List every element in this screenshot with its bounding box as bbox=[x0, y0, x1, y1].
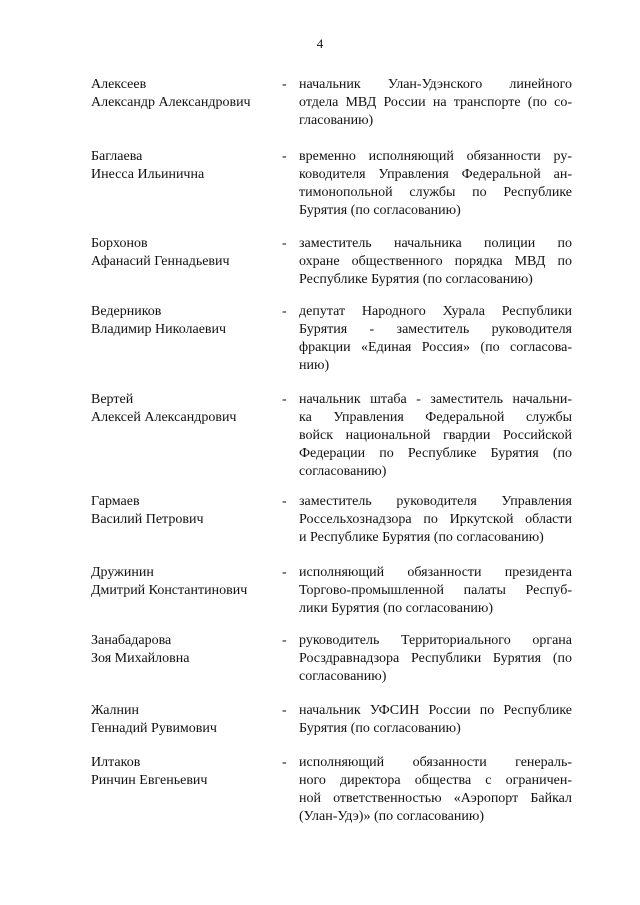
member-name bbox=[91, 564, 276, 600]
member-given-names: Инесса Ильинична bbox=[91, 167, 205, 182]
role-line: согласованию) bbox=[299, 669, 387, 684]
member-given-names: Владимир Николаевич bbox=[91, 322, 227, 337]
member-given-names: Василий Петрович bbox=[91, 512, 204, 527]
role-line: руководитель Территориального органа bbox=[299, 633, 572, 648]
role-line: Торгово-промышленной палаты Респуб- bbox=[299, 583, 572, 598]
member-given-names: Зоя Михайловна bbox=[91, 651, 190, 666]
page-number: 4 bbox=[316, 36, 324, 51]
role-line: войск национальной гвардии Российской bbox=[299, 428, 572, 443]
member-name bbox=[91, 148, 276, 184]
member-given-names: Геннадий Рувимович bbox=[91, 721, 217, 736]
member-given-names: Ринчин Евгеньевич bbox=[91, 773, 208, 788]
role-line: и Республике Бурятия (по согласованию) bbox=[299, 530, 544, 545]
member-surname: Ведерников bbox=[91, 304, 162, 319]
role-line: начальник УФСИН России по Республике bbox=[299, 703, 572, 718]
role-line: исполняющий обязанности генераль- bbox=[299, 755, 572, 770]
separator-dash: - bbox=[282, 304, 287, 319]
separator-dash: - bbox=[282, 565, 287, 580]
member-role bbox=[299, 493, 572, 547]
member-surname: Илтаков bbox=[91, 755, 141, 770]
member-name bbox=[91, 303, 276, 339]
role-line: начальник Улан-Удэнского линейного bbox=[299, 77, 572, 92]
separator-dash: - bbox=[282, 392, 287, 407]
member-name bbox=[91, 493, 276, 529]
role-line: (Улан-Удэ)» (по согласованию) bbox=[299, 809, 485, 824]
member-role bbox=[299, 303, 572, 375]
role-line: ного директора общества с ограничен- bbox=[299, 773, 572, 788]
member-role bbox=[299, 564, 572, 618]
role-line: начальник штаба - заместитель начальни- bbox=[299, 392, 572, 407]
role-line: ководителя Управления Федеральной ан- bbox=[299, 167, 572, 182]
role-line: Республике Бурятия (по согласованию) bbox=[299, 272, 533, 287]
separator-dash: - bbox=[282, 494, 287, 509]
member-surname: Баглаева bbox=[91, 149, 143, 164]
member-surname: Алексеев bbox=[91, 77, 147, 92]
member-surname: Гармаев bbox=[91, 494, 140, 509]
member-name bbox=[91, 702, 276, 738]
role-line: ной ответственностью «Аэропорт Байкал bbox=[299, 791, 572, 806]
role-line: исполняющий обязанности президента bbox=[299, 565, 572, 580]
separator-dash: - bbox=[282, 633, 287, 648]
member-name bbox=[91, 754, 276, 790]
member-name bbox=[91, 235, 276, 271]
member-surname: Занабадарова bbox=[91, 633, 172, 648]
role-line: нию) bbox=[299, 358, 330, 373]
separator-dash: - bbox=[282, 236, 287, 251]
member-surname: Вертей bbox=[91, 392, 134, 407]
member-surname: Дружинин bbox=[91, 565, 154, 580]
role-line: Росздравнадзора Республики Бурятия (по bbox=[299, 651, 572, 666]
separator-dash: - bbox=[282, 755, 287, 770]
separator-dash: - bbox=[282, 703, 287, 718]
role-line: заместитель руководителя Управления bbox=[299, 494, 572, 509]
member-role bbox=[299, 391, 572, 481]
member-role bbox=[299, 148, 572, 220]
role-line: временно исполняющий обязанности ру- bbox=[299, 149, 572, 164]
role-line: гласованию) bbox=[299, 113, 374, 128]
role-line: Россельхознадзора по Иркутской области bbox=[299, 512, 572, 527]
member-role bbox=[299, 754, 572, 826]
member-role bbox=[299, 76, 572, 130]
member-role bbox=[299, 632, 572, 686]
member-given-names: Александр Александрович bbox=[91, 95, 251, 110]
role-line: Бурятия - заместитель руководителя bbox=[299, 322, 572, 337]
role-line: Бурятия (по согласованию) bbox=[299, 203, 461, 218]
role-line: Бурятия (по согласованию) bbox=[299, 721, 461, 736]
role-line: тимонопольной службы по Республике bbox=[299, 185, 572, 200]
member-name bbox=[91, 391, 276, 427]
member-surname: Жалнин bbox=[91, 703, 139, 718]
role-line: согласованию) bbox=[299, 464, 387, 479]
role-line: охране общественного порядка МВД по bbox=[299, 254, 572, 269]
role-line: лики Бурятия (по согласованию) bbox=[299, 601, 494, 616]
separator-dash: - bbox=[282, 77, 287, 92]
member-role bbox=[299, 702, 572, 738]
separator-dash: - bbox=[282, 149, 287, 164]
role-line: заместитель начальника полиции по bbox=[299, 236, 572, 251]
member-given-names: Алексей Александрович bbox=[91, 410, 237, 425]
member-surname: Борхонов bbox=[91, 236, 148, 251]
member-name bbox=[91, 76, 276, 112]
role-line: депутат Народного Хурала Республики bbox=[299, 304, 572, 319]
member-role bbox=[299, 235, 572, 289]
role-line: Федерации по Республике Бурятия (по bbox=[299, 446, 572, 461]
role-line: фракции «Единая Россия» (по согласова- bbox=[299, 340, 572, 355]
member-given-names: Афанасий Геннадьевич bbox=[91, 254, 230, 269]
member-name bbox=[91, 632, 276, 668]
role-line: отдела МВД России на транспорте (по со- bbox=[299, 95, 572, 110]
member-given-names: Дмитрий Константинович bbox=[91, 583, 248, 598]
role-line: ка Управления Федеральной службы bbox=[299, 410, 572, 425]
